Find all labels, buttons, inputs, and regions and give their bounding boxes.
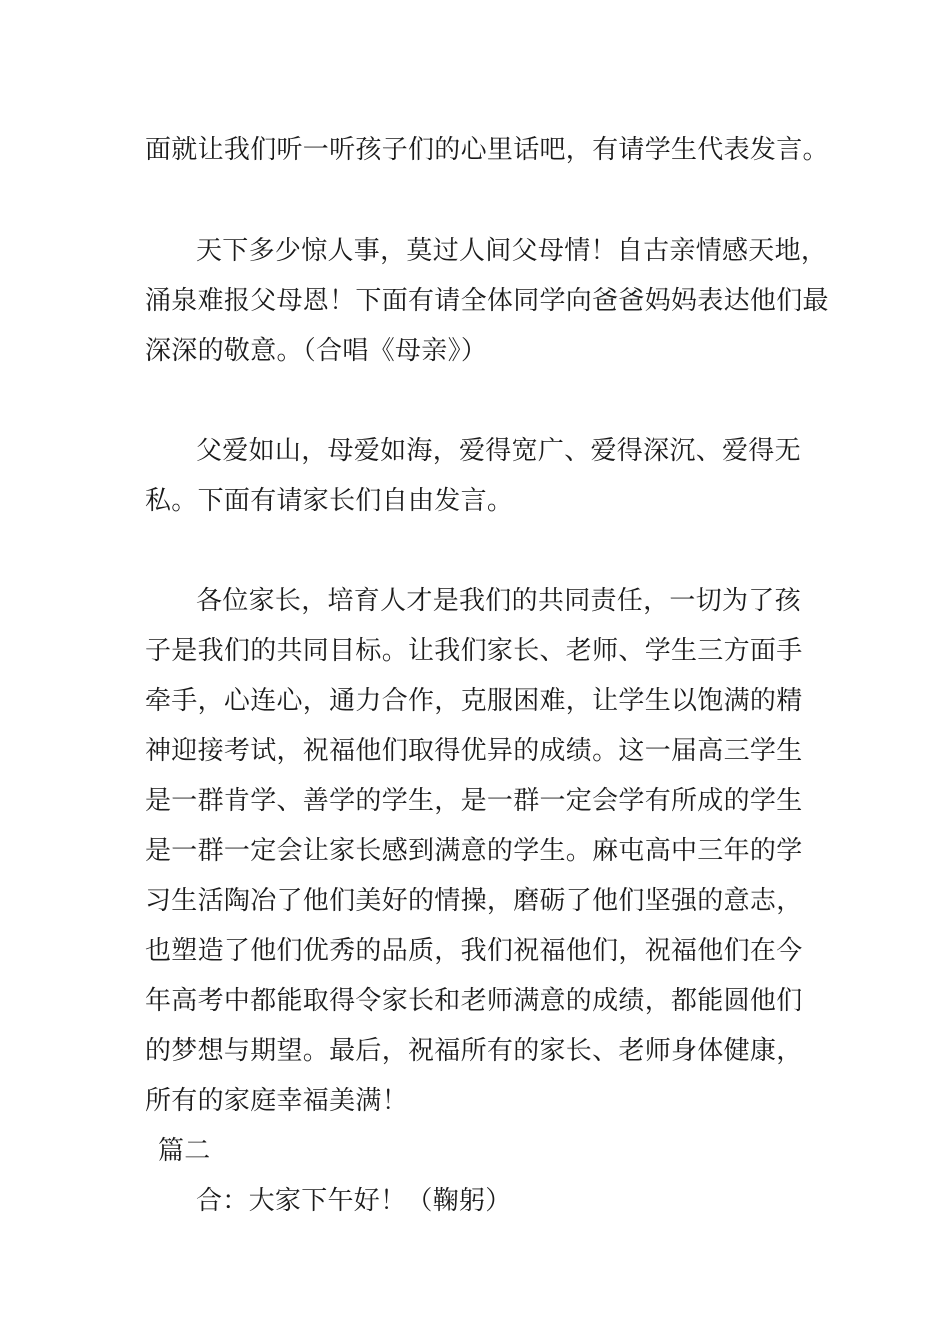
paragraph-1-line-1: 面就让我们听一听孩子们的心里话吧，有请学生代表发言。 [145, 135, 829, 165]
paragraph-3-line-2: 私。下面有请家长们自由发言。 [145, 486, 514, 516]
paragraph-2-line-3: 深深的敬意。（合唱《母亲》） [145, 336, 488, 366]
paragraph-4-line-2: 子是我们的共同目标。让我们家长、老师、学生三方面手 [145, 636, 803, 666]
paragraph-4-line-4: 神迎接考试，祝福他们取得优异的成绩。这一届高三学生 [145, 736, 803, 766]
paragraph-4-line-5: 是一群肯学、善学的学生，是一群一定会学有所成的学生 [145, 786, 803, 816]
paragraph-4-line-6: 是一群一定会让家长感到满意的学生。麻屯高中三年的学 [145, 836, 803, 866]
paragraph-4-line-11: 所有的家庭幸福美满！ [145, 1086, 409, 1116]
paragraph-2-line-1: 天下多少惊人事，莫过人间父母情！自古亲情感天地， [196, 236, 828, 266]
paragraph-4-line-7: 习生活陶冶了他们美好的情操，磨砺了他们坚强的意志， [145, 886, 803, 916]
section-heading: 篇二 [158, 1136, 211, 1166]
paragraph-2-line-2: 涌泉难报父母恩！下面有请全体同学向爸爸妈妈表达他们最 [145, 286, 829, 316]
paragraph-4-line-8: 也塑造了他们优秀的品质，我们祝福他们，祝福他们在今 [145, 936, 803, 966]
closing-line: 合：大家下午好！（鞠躬） [196, 1186, 512, 1216]
paragraph-4-line-10: 的梦想与期望。最后，祝福所有的家长、老师身体健康， [145, 1036, 803, 1066]
paragraph-4-line-3: 牵手，心连心，通力合作，克服困难，让学生以饱满的精 [145, 686, 803, 716]
paragraph-4-line-9: 年高考中都能取得令家长和老师满意的成绩，都能圆他们 [145, 986, 803, 1016]
paragraph-3-line-1: 父爱如山，母爱如海，爱得宽广、爱得深沉、爱得无 [196, 436, 801, 466]
paragraph-4-line-1: 各位家长，培育人才是我们的共同责任，一切为了孩 [196, 586, 801, 616]
